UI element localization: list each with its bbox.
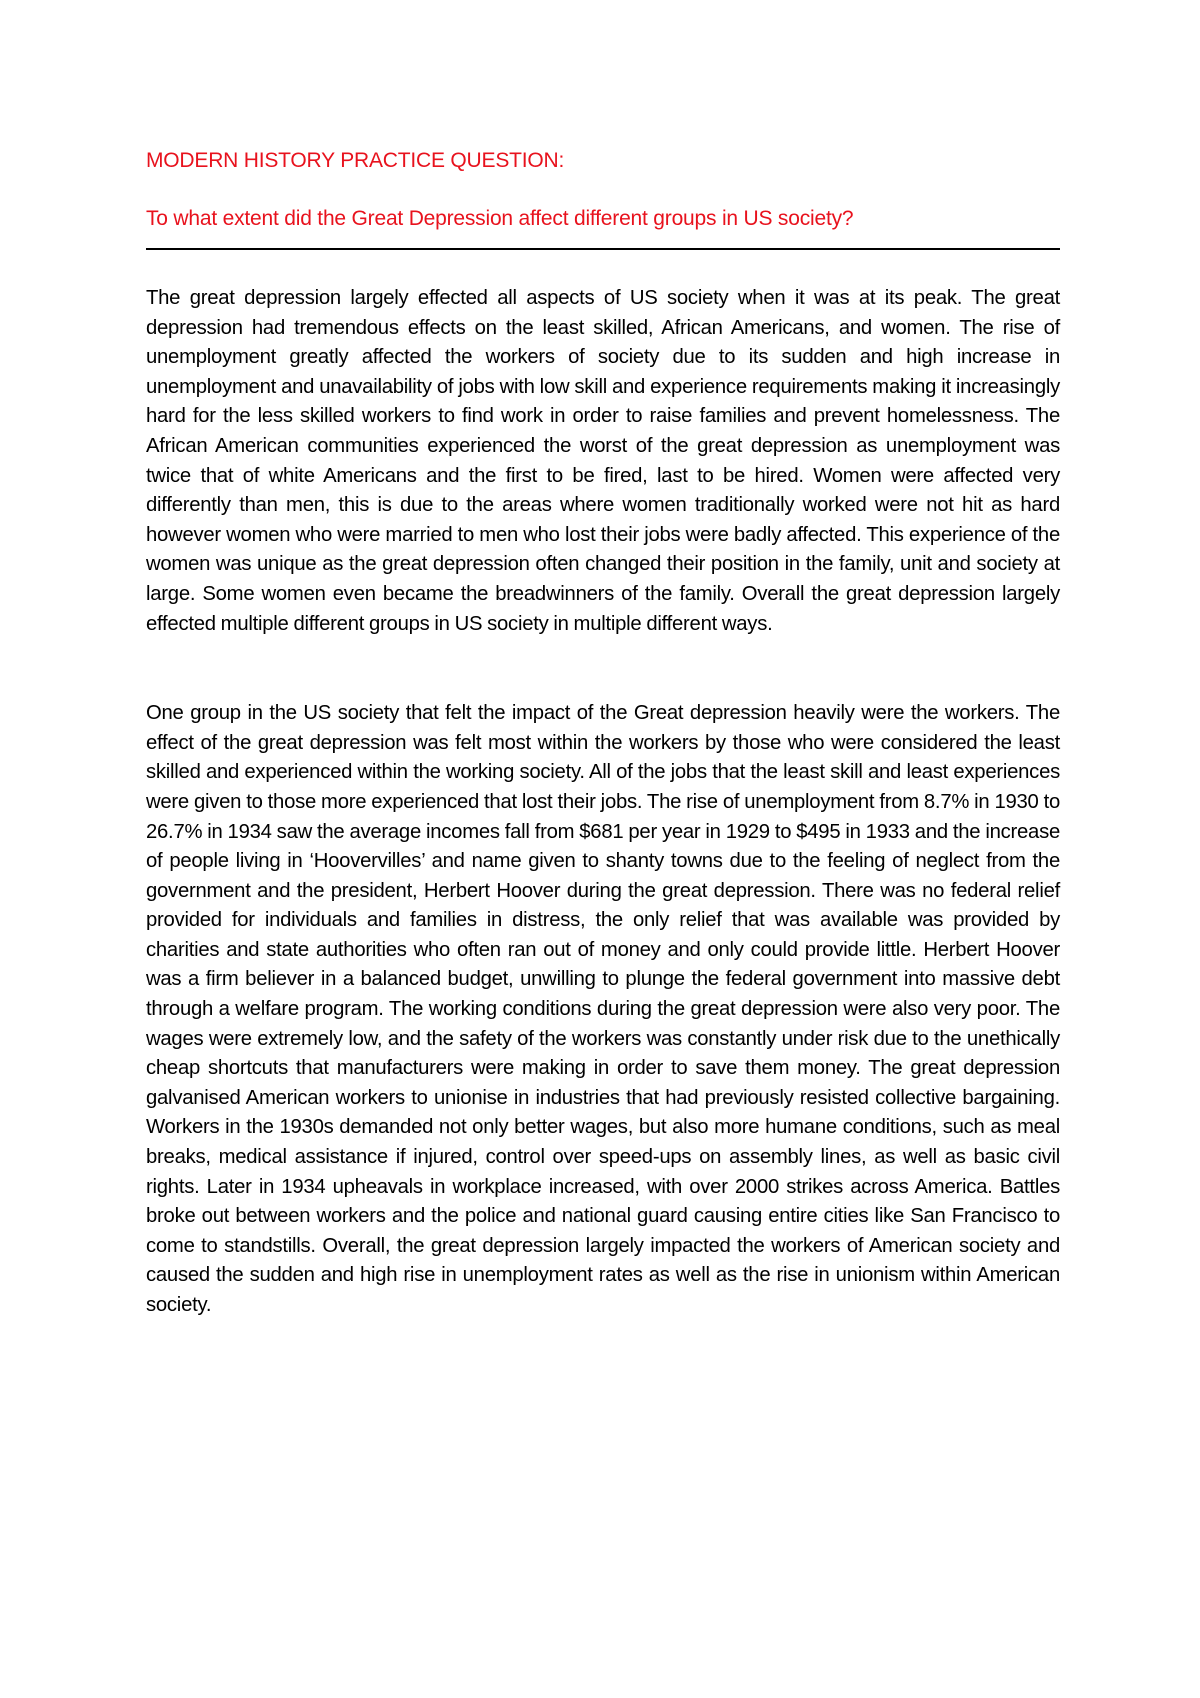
paragraph-introduction: The great depression largely effected all aspects of US society when it was at its peak. The great depression had tremendous effects on the least skilled, African Americans, and women. The rise of unemployment greatly affected the workers of society due to its sudden and high increase in unemployment and unavailability of jobs with low skill and experience requirements making it increasingly hard for the less skilled workers to find work in order to raise families and prevent homelessness. The African American communities experienced the worst of the great depression as unemployment was twice that of white Americans and the first to be fired, last to be hired. Women were affected very differently than men, this is due to the areas where women traditionally worked were not hit as hard however women who were married to men who lost their jobs were badly affected. This experience of the women was unique as the great depression often changed their position in the family, unit and society at large. Some women even became the breadwinners of the family. Overall the great depression largely effected multiple different groups in US society in multiple different ways. <box>146 287 1060 635</box>
document-heading: MODERN HISTORY PRACTICE QUESTION: <box>146 149 565 172</box>
horizontal-divider <box>146 248 1060 250</box>
paragraph-workers: One group in the US society that felt the impact of the Great depression heavily were the workers. The effect of the great depression was felt most within the workers by those who were considered the least skilled and experienced within the working society. All of the jobs that the least skill and least experiences were given to those more experienced that lost their jobs. The rise of unemployment from 8.7% in 1930 to 26.7% in 1934 saw the average incomes fall from $681 per year in 1929 to $495 in 1933 and the increase of people living in ‘Hoovervilles’ and name given to shanty towns due to the feeling of neglect from the government and the president, Herbert Hoover during the great depression. There was no federal relief provided for individuals and families in distress, the only relief that was available was provided by charities and state authorities who often ran out of money and only could provide little. Herbert Hoover was a firm believer in a balanced budget, unwilling to plunge the federal government into massive debt through a welfare program. The working conditions during the great depression were also very poor. The wages were extremely low, and the safety of the workers was constantly under risk due to the unethically cheap shortcuts that manufacturers were making in order to save them money. The great depression galvanised American workers to unionise in industries that had previously resisted collective bargaining. Workers in the 1930s demanded not only better wages, but also more humane conditions, such as meal breaks, medical assistance if injured, control over speed-ups on assembly lines, as well as basic civil rights. Later in 1934 upheavals in workplace increased, with over 2000 strikes across America. Battles broke out between workers and the police and national guard causing entire cities like San Francisco to come to standstills. Overall, the great depression largely impacted the workers of American society and caused the sudden and high rise in unemployment rates as well as the rise in unionism within American society. <box>146 702 1060 1316</box>
essay-question: To what extent did the Great Depression affect different groups in US society? <box>146 207 854 230</box>
document-body <box>146 146 1060 1321</box>
